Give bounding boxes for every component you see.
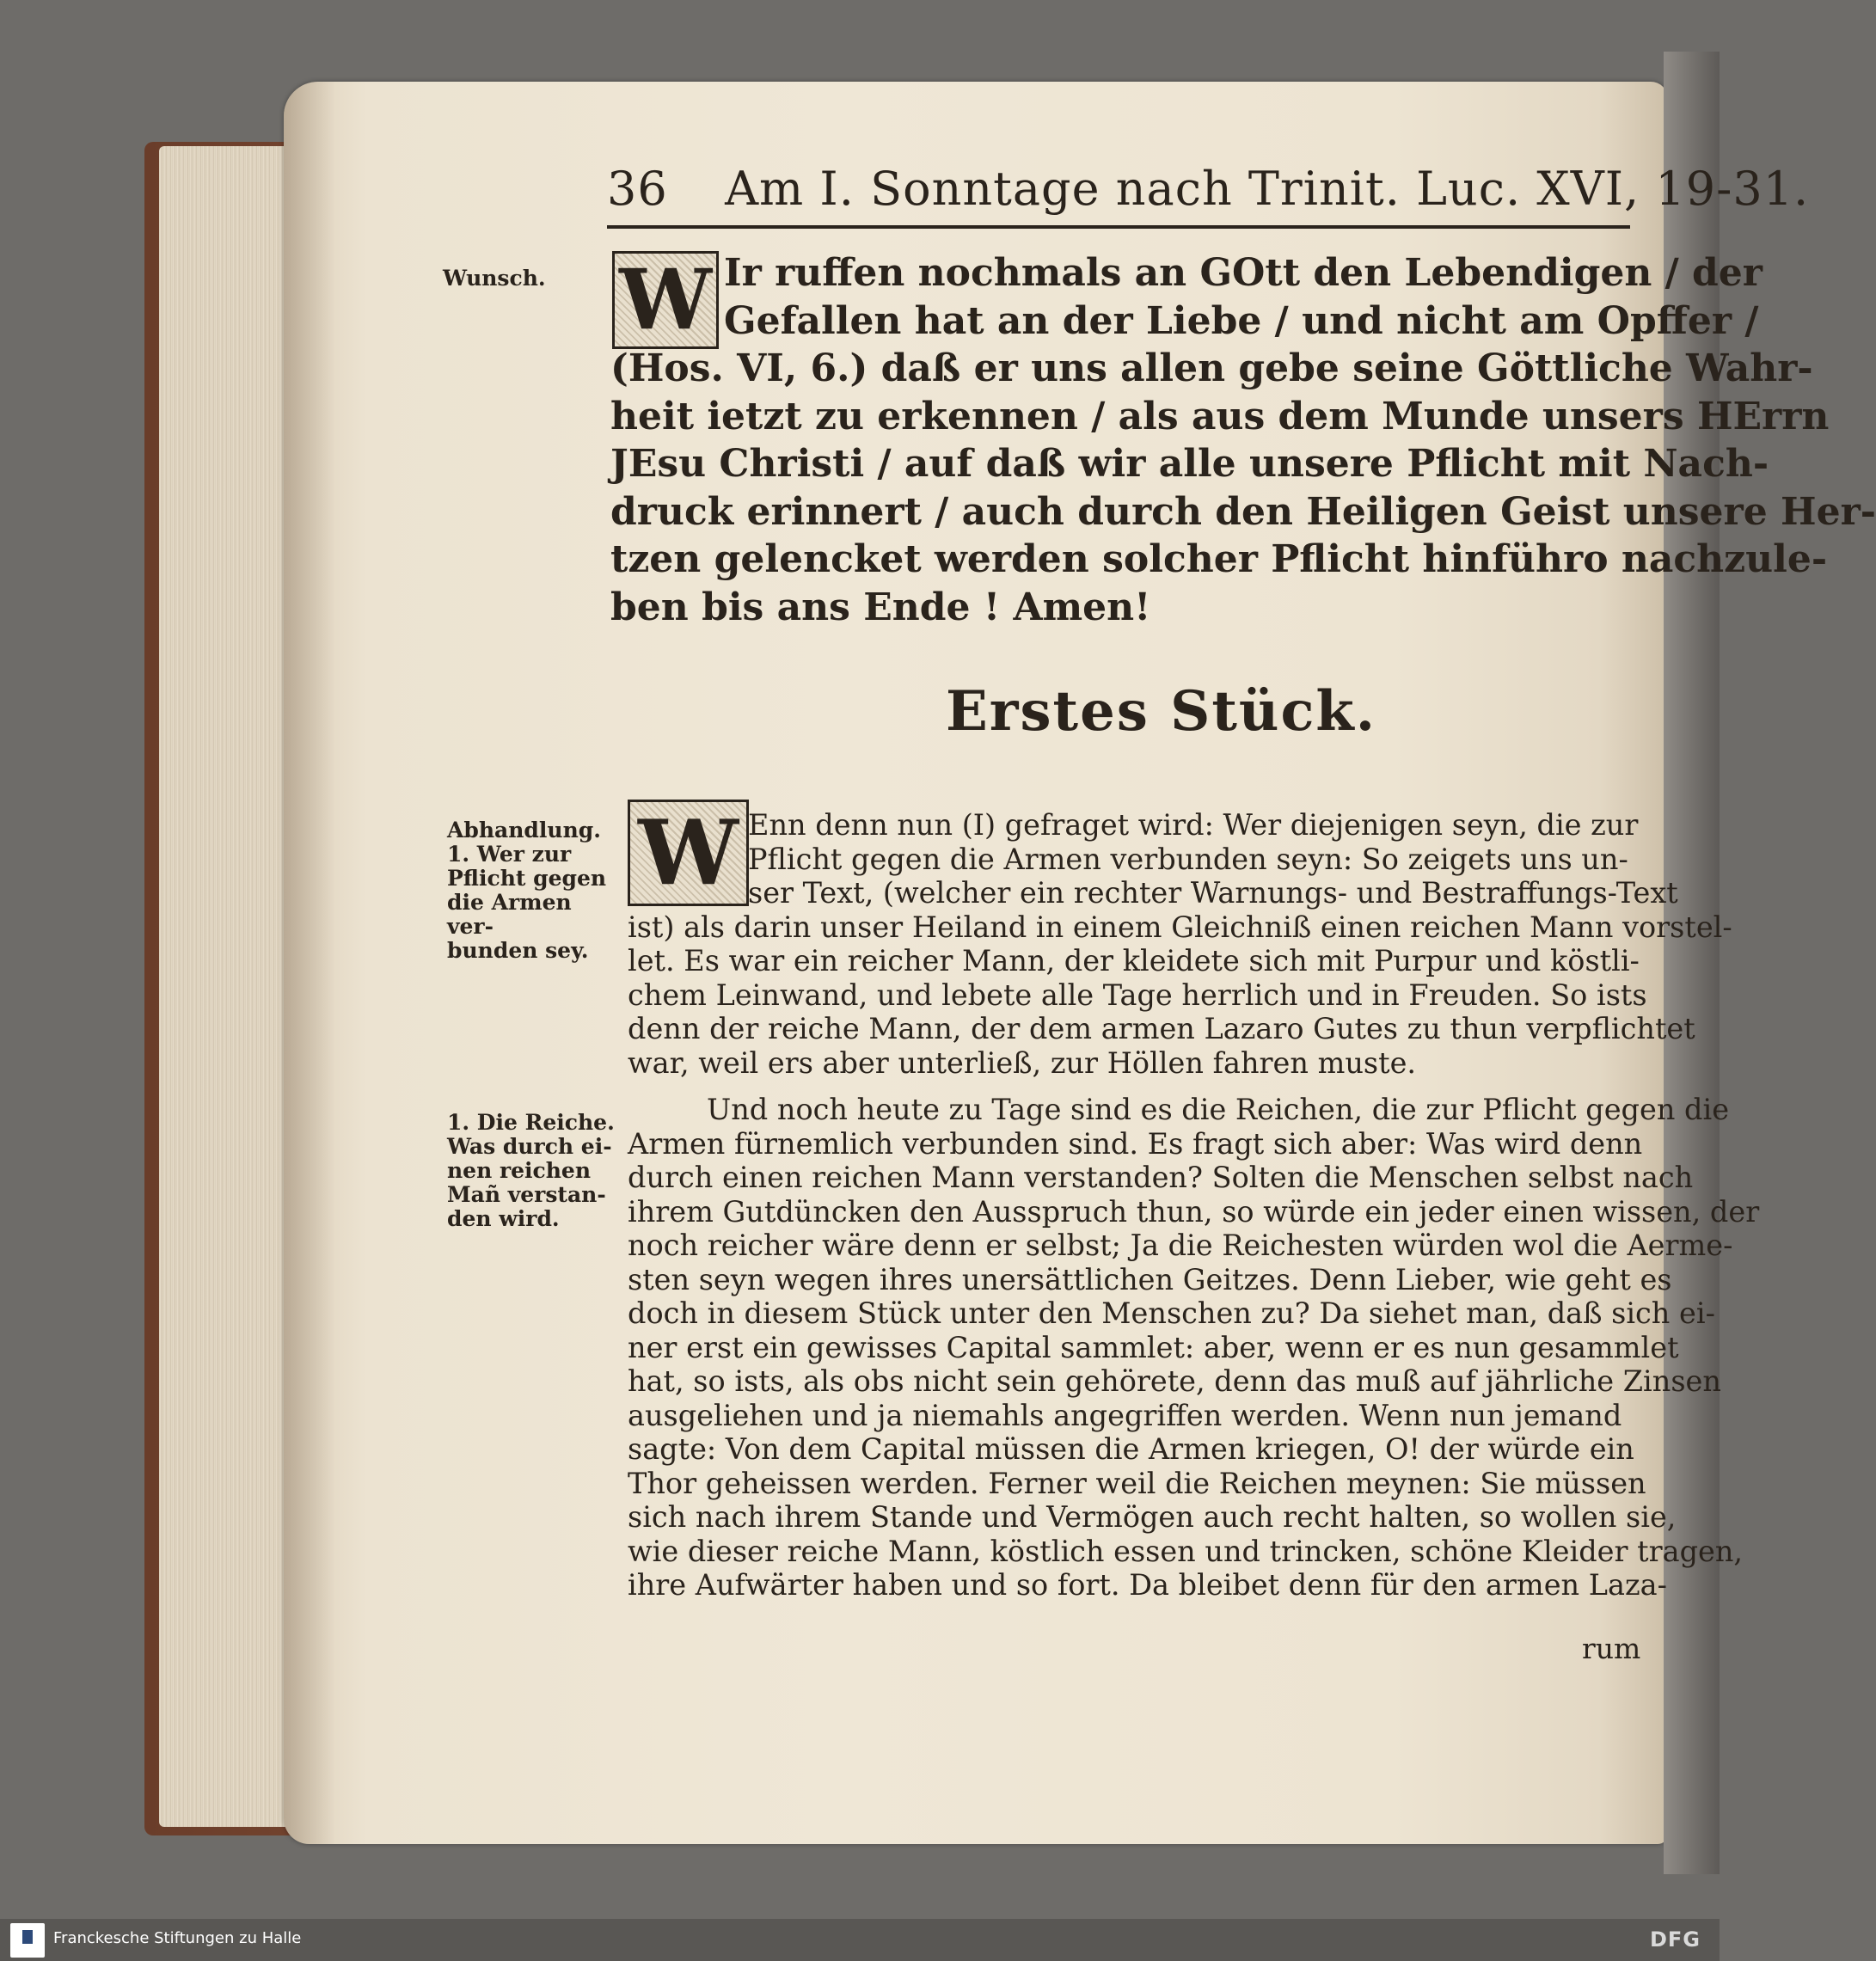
text-line: sten seyn wegen ihres unersättlichen Geitzes. Denn Lieber, wie geht es	[628, 1262, 1672, 1296]
text-line: denn der reiche Mann, der dem armen Lazaro Gutes zu thun verpflichtet	[628, 1012, 1695, 1045]
text-line: ben bis ans Ende ! Amen!	[610, 585, 1151, 629]
text-line: tzen gelencket werden solcher Pflicht hinführo nachzule-	[610, 537, 1828, 581]
decorated-initial-w: W	[628, 800, 749, 906]
catchword: rum	[1582, 1632, 1641, 1665]
institution-logo-icon[interactable]	[10, 1923, 45, 1958]
decorated-initial-w: W	[612, 251, 719, 349]
running-header	[607, 162, 1810, 230]
text-line: Thor geheissen werden. Ferner weil die Reichen meynen: Sie müssen	[628, 1466, 1646, 1500]
text-line: ausgeliehen und ja niemahls angegriffen werden. Wenn nun jemand	[628, 1398, 1622, 1432]
paragraph-who-is-obliged	[628, 808, 1732, 1080]
text-line: Ir ruffen nochmals an GOtt den Lebendigen / der	[724, 251, 1763, 295]
text-line: ist) als darin unser Heiland in einem Gleichniß einen reichen Mann vorstel-	[628, 910, 1732, 944]
page-number: 36	[607, 162, 668, 216]
header-rule	[607, 225, 1630, 229]
text-line: Pflicht gegen die Armen verbunden seyn: So zeigets uns un-	[748, 842, 1628, 876]
text-line: Enn denn nun (I) gefraget wird: Wer diejenigen seyn, die zur	[748, 808, 1639, 842]
text-line: ihre Aufwärter haben und so fort. Da bleibet denn für den armen Laza-	[628, 1568, 1667, 1602]
margin-note-reiche: 1. Die Reiche. Was durch ei- nen reichen Mañ verstan- den wird.	[447, 1110, 615, 1231]
running-title: Am I. Sonntage nach Trinit. Luc. XVI, 19-31.	[725, 162, 1810, 216]
text-line: JEsu Christi / auf daß wir alle unsere Pflicht mit Nach-	[610, 442, 1769, 486]
text-line: ner erst ein gewisses Capital sammlet: aber, wenn er es nun gesammlet	[628, 1330, 1679, 1364]
text-line: noch reicher wäre denn er selbst; Ja die Reichesten würden wol die Aerme-	[628, 1229, 1733, 1262]
institution-name[interactable]: Franckesche Stiftungen zu Halle	[53, 1929, 302, 1947]
viewer-footer-bar	[0, 1919, 1720, 1961]
text-line: heit ietzt zu erkennen / als aus dem Munde unsers HErrn	[610, 394, 1830, 438]
text-line: sich nach ihrem Stande und Vermögen auch recht halten, so wollen sie,	[628, 1500, 1677, 1534]
text-line: chem Leinwand, und lebete alle Tage herrlich und in Freuden. So ists	[628, 977, 1647, 1012]
text-line: hat, so ists, als obs nicht sein gehörete, denn das muß auf jährliche Zinsen	[628, 1364, 1721, 1398]
text-line: wie dieser reiche Mann, köstlich essen und trincken, schöne Kleider tragen,	[628, 1534, 1744, 1568]
dfg-logo[interactable]: DFG	[1649, 1927, 1701, 1952]
text-line: ihrem Gutdüncken den Ausspruch thun, so würde ein jeder einen wissen, der	[628, 1194, 1760, 1229]
text-line: let. Es war ein reicher Mann, der kleidete sich mit Purpur und köstli-	[628, 944, 1640, 977]
text-line: doch in diesem Stück unter den Menschen zu? Da siehet man, daß sich ei-	[628, 1296, 1715, 1330]
text-line: ser Text, (welcher ein rechter Warnungs- und Bestraffungs-Text	[748, 876, 1678, 910]
text-line: durch einen reichen Mann verstanden? Solten die Menschen selbst nach	[628, 1161, 1694, 1194]
binding-shadow	[284, 82, 335, 1844]
text-line: sagte: Von dem Capital müssen die Armen kriegen, O! der würde ein	[628, 1432, 1634, 1466]
text-line: Gefallen hat an der Liebe / und nicht am Opffer /	[724, 298, 1759, 343]
paragraph-the-rich	[628, 1093, 1759, 1603]
margin-note-abhandlung: Abhandlung. 1. Wer zur Pflicht gegen die Armen ver- bunden sey.	[447, 818, 607, 963]
section-heading: Erstes Stück.	[946, 679, 1377, 744]
margin-note-wunsch: Wunsch.	[443, 266, 546, 291]
text-line: Armen fürnemlich verbunden sind. Es fragt sich aber: Was wird denn	[628, 1126, 1643, 1161]
paragraph-wish	[610, 249, 1876, 631]
text-line: druck erinnert / auch durch den Heiligen Geist unsere Her-	[610, 489, 1876, 534]
text-line: (Hos. VI, 6.) daß er uns allen gebe seine Göttliche Wahr-	[610, 346, 1813, 390]
text-line: war, weil ers aber unterließ, zur Höllen fahren muste.	[628, 1045, 1417, 1080]
text-line: Und noch heute zu Tage sind es die Reichen, die zur Pflicht gegen die	[707, 1093, 1730, 1126]
